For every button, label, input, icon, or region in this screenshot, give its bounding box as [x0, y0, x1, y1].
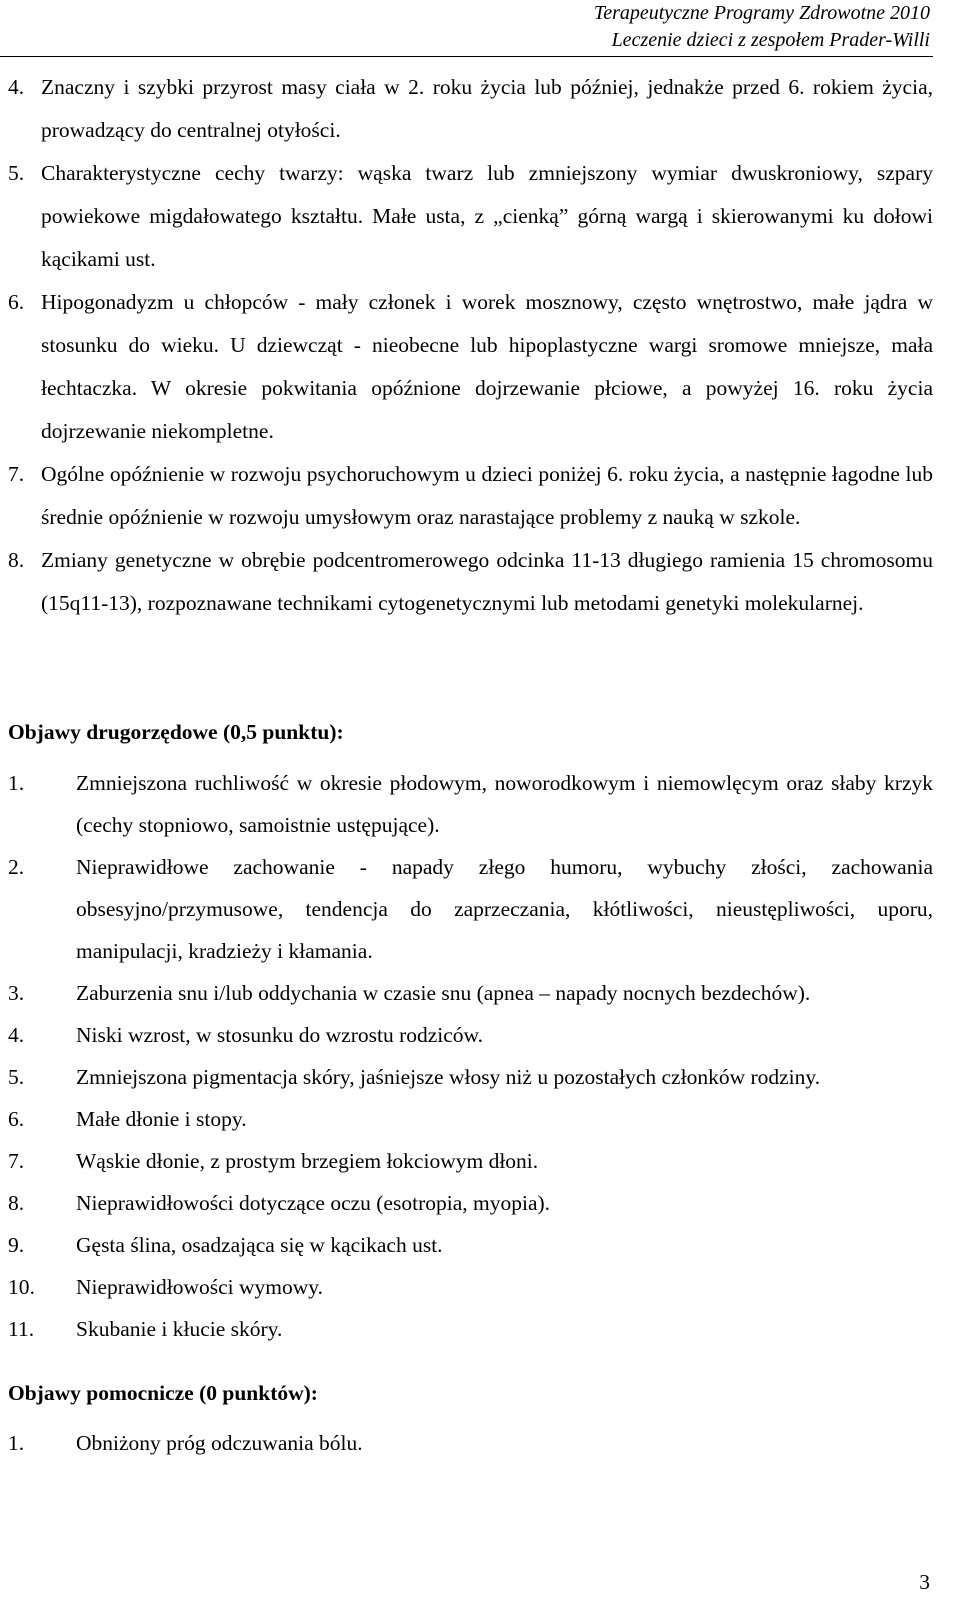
- list-item: 5. Zmniejszona pigmentacja skóry, jaśniejsze włosy niż u pozostałych członków rodziny.: [8, 1065, 821, 1089]
- list-item: 6. Hipogonadyzm u chłopców - mały członek i worek mosznowy, często wnętrostwo, małe jądra w stosunku do wieku. U dziewcząt - nieobecne lub hipoplastyczne wargi sromowe mniejsze, mała łechtaczka. W okresie pokwitania opóźnione dojrzewanie płciowe, a powyżej 16. roku życia dojrzewanie niekompletne.: [8, 290, 933, 443]
- list-item: 3. Zaburzenia snu i/lub oddychania w czasie snu (apnea – napady nocnych bezdechów).: [8, 981, 811, 1005]
- list-item: 6. Małe dłonie i stopy.: [8, 1107, 247, 1131]
- running-header: [594, 0, 930, 54]
- main-criteria-list: [8, 66, 933, 625]
- list-item: 8. Nieprawidłowości dotyczące oczu (esotropia, myopia).: [8, 1191, 551, 1215]
- auxiliary-heading: Objawy pomocnicze (0 punktów):: [8, 1381, 318, 1405]
- auxiliary-list: [8, 1422, 933, 1464]
- list-item: 7. Wąskie dłonie, z prostym brzegiem łokciowym dłoni.: [8, 1149, 539, 1173]
- list-item: 1. Zmniejszona ruchliwość w okresie płodowym, noworodkowym i niemowlęcym oraz słaby krzyk (cechy stopniowo, samoistnie ustępujące).: [8, 771, 933, 837]
- list-item: 9. Gęsta ślina, osadzająca się w kącikach ust.: [8, 1233, 443, 1257]
- list-item: 10. Nieprawidłowości wymowy.: [8, 1275, 324, 1299]
- list-item: 4. Niski wzrost, w stosunku do wzrostu rodziców.: [8, 1023, 484, 1047]
- page-number: 3: [919, 1570, 930, 1594]
- list-item: 5. Charakterystyczne cechy twarzy: wąska twarz lub zmniejszony wymiar dwuskroniowy, szpary powiekowe migdałowatego kształtu. Małe usta, z „cienką” górną wargą i skierowanymi ku dołowi kącikami ust.: [8, 161, 933, 271]
- secondary-heading: Objawy drugorzędowe (0,5 punktu):: [8, 720, 344, 744]
- header-line-1: Terapeutyczne Programy Zdrowotne 2010: [593, 2, 930, 24]
- main-criteria: [8, 66, 933, 625]
- list-item: 11. Skubanie i kłucie skóry.: [8, 1317, 283, 1341]
- list-item: 1. Obniżony próg odczuwania bólu.: [8, 1431, 363, 1455]
- list-item: 2. Nieprawidłowe zachowanie - napady złego humoru, wybuchy złości, zachowania obsesyjno/przymusowe, tendencja do zaprzeczania, kłótliwości, nieustępliwości, uporu, manipulacji, kradzieży i kłamania.: [8, 855, 933, 963]
- list-item: 4. Znaczny i szybki przyrost masy ciała w 2. roku życia lub później, jednakże przed 6. rokiem życia, prowadzący do centralnej otyłości.: [8, 75, 933, 142]
- list-item: 8. Zmiany genetyczne w obrębie podcentromerowego odcinka 11-13 długiego ramienia 15 chromosomu (15q11-13), rozpoznawane technikami cytogenetycznymi lub metodami genetyki molekularnej.: [8, 548, 933, 615]
- secondary-list: [8, 762, 933, 1350]
- header-line-2: Leczenie dzieci z zespołem Prader-Willi: [611, 29, 930, 51]
- header-rule: [0, 56, 933, 57]
- list-item: 7. Ogólne opóźnienie w rozwoju psychoruchowym u dzieci poniżej 6. roku życia, a następnie łagodne lub średnie opóźnienie w rozwoju umysłowym oraz narastające problemy z nauką w szkole.: [8, 462, 933, 529]
